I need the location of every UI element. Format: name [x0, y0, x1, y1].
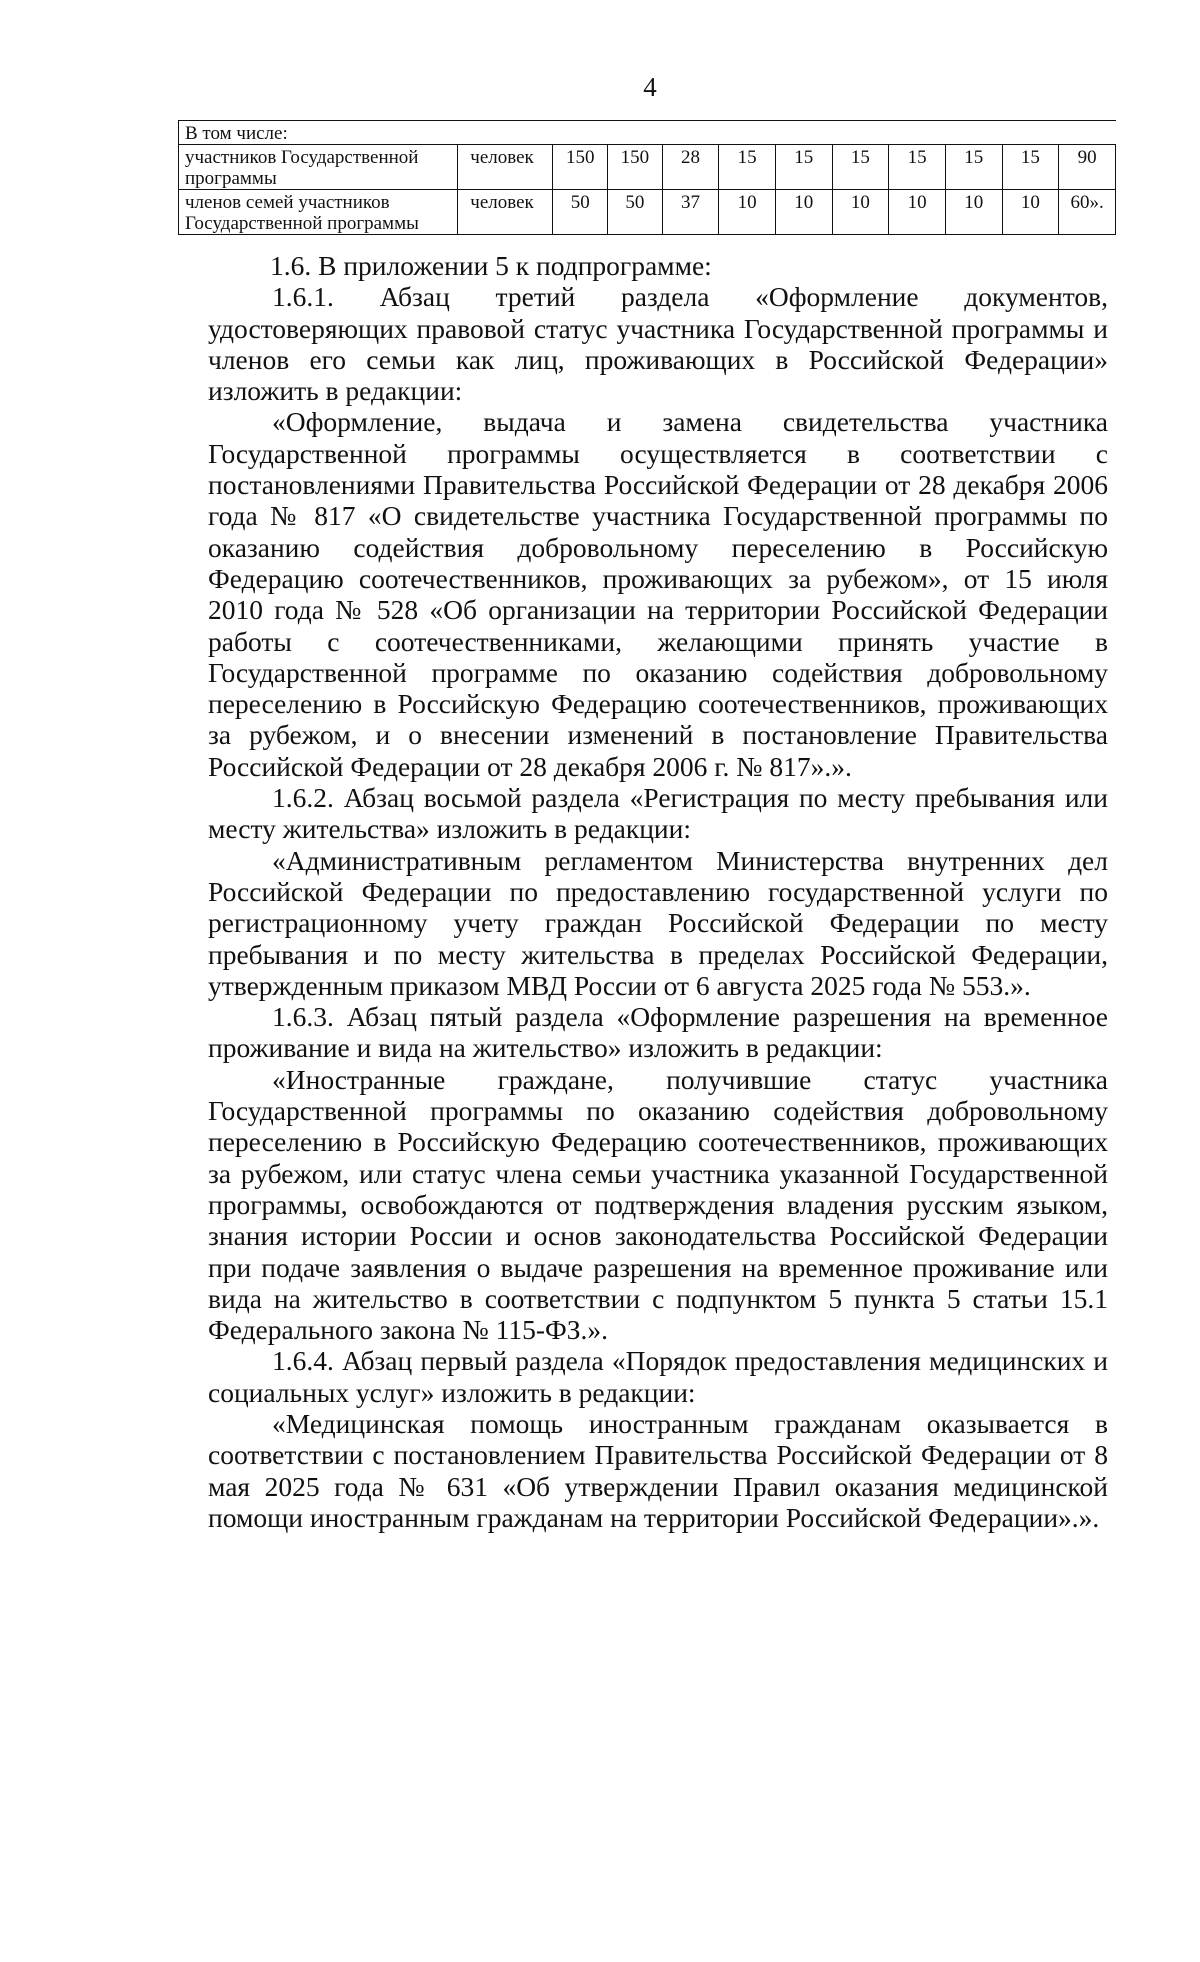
paragraph: 1.6.3. Абзац пятый раздела «Оформление разрешения на временное проживание и вида на жительство» изложить в редакции: [208, 1001, 1108, 1064]
table-cell: 15 [1002, 145, 1059, 190]
table-cell: 15 [719, 145, 776, 190]
table-header-empty-cell [458, 121, 1116, 145]
section-heading: 1.6. В приложении 5 к подпрограмме: [270, 250, 712, 281]
paragraph: «Административным регламентом Министерства внутренних дел Российской Федерации по предоставлению государственной услуги по регистрационному учету граждан Российской Федерации по месту пребывания и по месту жительства в пределах Российской Федерации, утвержденным приказом МВД России от 6 августа 2025 года № 553.». [208, 844, 1108, 1001]
table-row [179, 190, 1116, 235]
paragraph: 1.6.4. Абзац первый раздела «Порядок предоставления медицинских и социальных услуг» изложить в редакции: [208, 1345, 1108, 1408]
table-cell: 50 [608, 190, 663, 235]
table-cell: 15 [889, 145, 946, 190]
page-number: 4 [643, 72, 657, 102]
table-cell: 150 [608, 145, 663, 190]
table-cell: 90 [1059, 145, 1116, 190]
table-row-label: членов семей участников Государственной программы [179, 190, 458, 235]
table-cell: 10 [832, 190, 889, 235]
statistics-table [178, 120, 1116, 235]
paragraph: «Медицинская помощь иностранным гражданам оказывается в соответствии с постановлением Правительства Российской Федерации от 8 мая 2025 года № 631 «Об утверждении Правил оказания медицинской помощи иностранным гражданам на территории Российской Федерации».». [208, 1407, 1108, 1533]
table-cell: 37 [662, 190, 719, 235]
table-header-row [179, 121, 1116, 145]
table-cell: 150 [553, 145, 608, 190]
table-cell: 10 [1002, 190, 1059, 235]
document-body [208, 250, 1108, 1533]
table-cell: 10 [889, 190, 946, 235]
table-cell: 15 [945, 145, 1002, 190]
table-cell: 15 [832, 145, 889, 190]
table-cell: 10 [775, 190, 832, 235]
table-cell: 10 [945, 190, 1002, 235]
paragraph: 1.6.2. Абзац восьмой раздела «Регистрация по месту пребывания или месту жительства» изложить в редакции: [208, 782, 1108, 845]
paragraph: «Оформление, выдача и замена свидетельства участника Государственной программы осуществляется в соответствии с постановлениями Правительства Российской Федерации от 28 декабря 2006 года № 817 «О свидетельстве участника Государственной программы по оказанию содействия добровольному переселению в Российскую Федерацию соотечественников, проживающих за рубежом», от 15 июля 2010 года № 528 «Об организации на территории Российской Федерации работы с соотечественниками, желающими принять участие в Государственной программе по оказанию содействия добровольному переселению в Российскую Федерацию соотечественников, проживающих за рубежом, и о внесении изменений в постановление Правительства Российской Федерации от 28 декабря 2006 г. № 817».». [208, 406, 1108, 782]
table-row-unit: человек [458, 190, 553, 235]
table-header-label: В том числе: [179, 121, 458, 145]
table-cell: 28 [662, 145, 719, 190]
table-cell: 50 [553, 190, 608, 235]
table-row-unit: человек [458, 145, 553, 190]
table-cell: 10 [719, 190, 776, 235]
table-row-label: участников Государственной программы [179, 145, 458, 190]
table-row [179, 145, 1116, 190]
table-cell: 60». [1059, 190, 1116, 235]
paragraph: 1.6.1. Абзац третий раздела «Оформление документов, удостоверяющих правовой статус участника Государственной программы и членов его семьи как лиц, проживающих в Российской Федерации» изложить в редакции: [208, 281, 1108, 407]
paragraph: «Иностранные граждане, получившие статус участника Государственной программы по оказанию содействия добровольному переселению в Российскую Федерацию соотечественников, проживающих за рубежом, или статус члена семьи участника указанной Государственной программы, освобождаются от подтверждения владения русским языком, знания истории России и основ законодательства Российской Федерации при подаче заявления о выдаче разрешения на временное проживание или вида на жительство в соответствии с подпунктом 5 пункта 5 статьи 15.1 Федерального закона № 115-ФЗ.». [208, 1063, 1108, 1346]
table-cell: 15 [775, 145, 832, 190]
